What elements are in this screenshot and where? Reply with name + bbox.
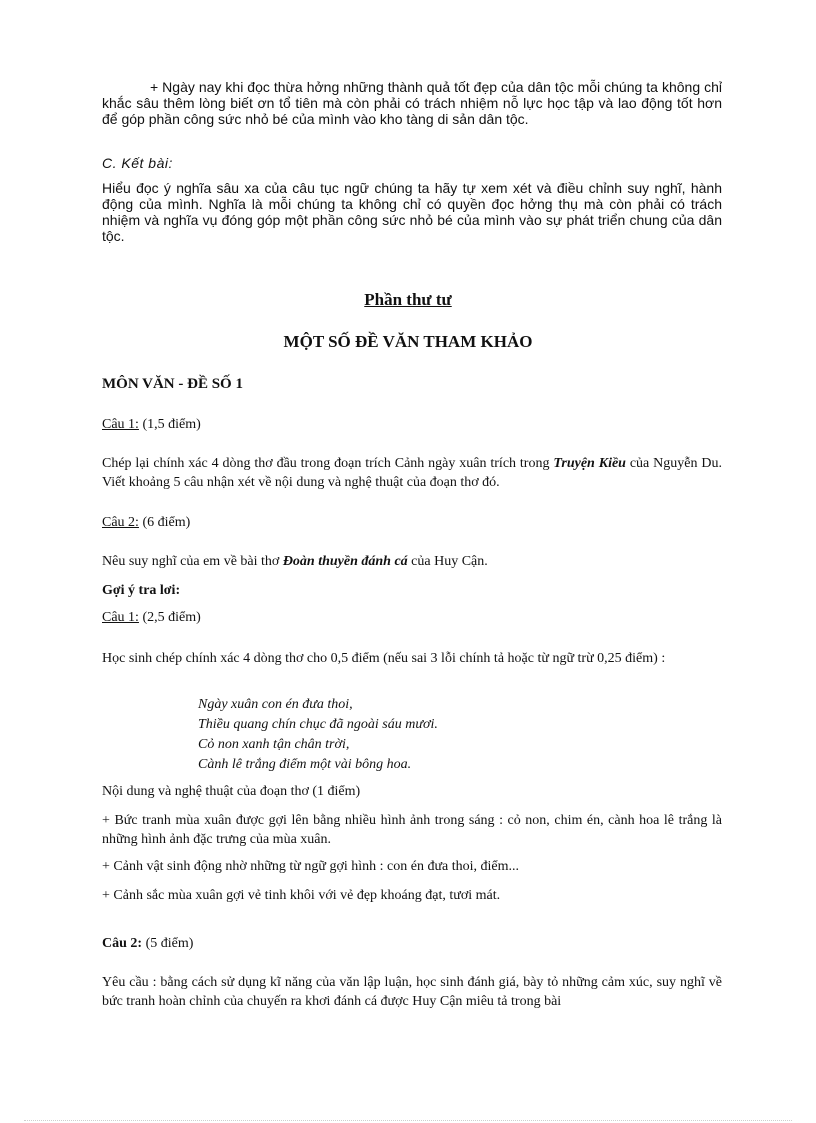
poem-line: Thiều quang chín chục đã ngoài sáu mươi. bbox=[198, 717, 438, 732]
question-1-text-a: Chép lại chính xác 4 dòng thơ đầu trong đoạn trích Cảnh ngày xuân trích trong bbox=[102, 456, 554, 471]
poem-excerpt bbox=[198, 695, 698, 775]
poem-line: Ngày xuân con én đưa thoi, bbox=[198, 697, 353, 712]
exam-title: MÔN VĂN - ĐỀ SỐ 1 bbox=[102, 376, 243, 392]
poem-line: Cỏ non xanh tận chân trời, bbox=[198, 737, 350, 752]
question-2-points: (6 điểm) bbox=[138, 515, 191, 530]
conclusion-text: Hiểu đọc ý nghĩa sâu xa của câu tục ngữ chúng ta hãy tự xem xét và điều chỉnh suy nghĩ, hành động của mình. Nghĩa là mỗi chúng ta không chỉ có quyền đọc hởng thụ mà còn phải có trách nhiệm và nghĩa vụ đóng góp một phần công sức nhỏ bé của mình vào sự phát triển chung của dân tộc. bbox=[102, 180, 722, 244]
question-2-text-a: Nêu suy nghĩ của em về bài thơ bbox=[102, 554, 283, 569]
content-line: Nội dung và nghệ thuật của đoạn thơ (1 điểm) bbox=[102, 784, 361, 799]
answers-heading: Gợi ý tra lơi: bbox=[102, 583, 181, 598]
question-1-label: Câu 1: bbox=[102, 417, 139, 432]
part-title: Phần thư tư bbox=[364, 290, 452, 309]
conclusion-heading: C. Kết bài: bbox=[102, 155, 173, 171]
bullet-3: + Cảnh sắc mùa xuân gợi vẻ tinh khôi với vẻ đẹp khoáng đạt, tươi mát. bbox=[102, 888, 501, 903]
question-2-header bbox=[102, 513, 722, 532]
answer-2-text: Yêu cầu : bằng cách sử dụng kĩ năng của văn lập luận, học sinh đánh giá, bày tỏ những cảm xúc, suy nghĩ về bức tranh hoàn chỉnh của chuyến ra khơi đánh cá được Huy Cận miêu tả trong bài bbox=[102, 975, 722, 1009]
answer-1-points: (2,5 điểm) bbox=[138, 610, 201, 625]
answer-1-text: Học sinh chép chính xác 4 dòng thơ cho 0,5 điểm (nếu sai 3 lỗi chính tả hoặc từ ngữ trừ 0,25 điểm) : bbox=[102, 651, 666, 666]
question-1-text-b: của Nguyễn Du. Viết khoảng 5 câu nhận xét về nội dung và nghệ thuật của đoạn thơ đó. bbox=[102, 456, 722, 490]
answer-1-header bbox=[102, 608, 722, 627]
paragraph-heritage: + Ngày nay khi đọc thừa hởng những thành quả tốt đẹp của dân tộc mỗi chúng ta không chỉ khắc sâu thêm lòng biết ơn tổ tiên mà còn phải có trách nhiệm nỗ lực học tập và lao động tốt hơn để góp phần công sức nhỏ bé của mình vào kho tàng di sản dân tộc. bbox=[102, 79, 722, 127]
question-2-label: Câu 2: bbox=[102, 515, 139, 530]
bullet-2: + Cảnh vật sinh động nhờ những từ ngữ gợi hình : con én đưa thoi, điểm... bbox=[102, 859, 520, 874]
question-1-header bbox=[102, 415, 722, 434]
main-title: MỘT SỐ ĐỀ VĂN THAM KHẢO bbox=[283, 332, 533, 351]
question-2-work-title: Đoàn thuyền đánh cá bbox=[282, 554, 408, 569]
answer-2-label: Câu 2: bbox=[102, 936, 143, 951]
poem-line: Cành lê trắng điểm một vài bông hoa. bbox=[198, 757, 412, 772]
question-2-text-b: của Huy Cận. bbox=[407, 554, 488, 569]
answer-1-label: Câu 1: bbox=[102, 610, 139, 625]
question-1-work-title: Truyện Kiều bbox=[553, 456, 626, 471]
question-1-text bbox=[102, 454, 722, 492]
question-1-points: (1,5 điểm) bbox=[138, 417, 201, 432]
question-2-text bbox=[102, 552, 722, 571]
answer-2-points: (5 điểm) bbox=[142, 936, 194, 951]
page-bottom-divider bbox=[24, 1120, 792, 1121]
bullet-1: + Bức tranh mùa xuân được gợi lên bằng nhiều hình ảnh trong sáng : cỏ non, chim én, cành hoa lê trắng là những hình ảnh đặc trưng của mùa xuân. bbox=[102, 813, 722, 847]
answer-2-header bbox=[102, 934, 722, 953]
